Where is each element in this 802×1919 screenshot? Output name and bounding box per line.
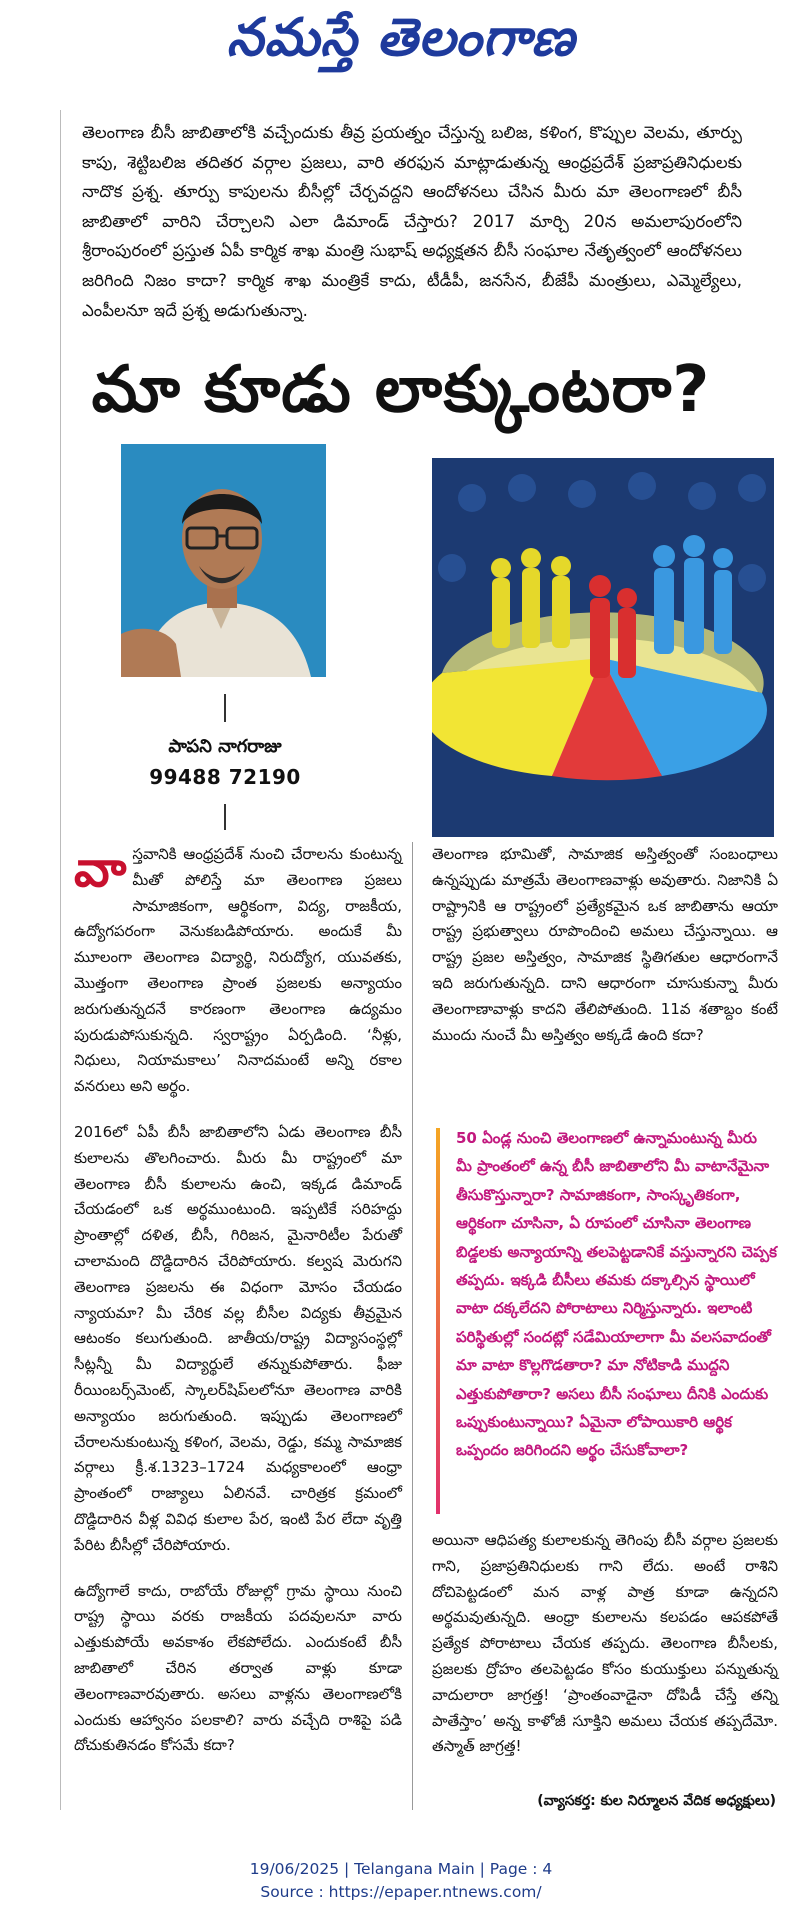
byline-author-name: పాపని నాగరాజు — [168, 736, 282, 757]
byline-divider-top — [224, 694, 226, 722]
right-paragraph-1: తెలంగాణ భూమితో, సామాజిక అస్తిత్వంతో సంబంధాలు ఉన్నప్పుడు మాత్రమే తెలంగాణవాళ్లు అవుతారు. నిజానికి ఏ రాష్ట్రానికి ఆ రాష్ట్రంలో ప్రత్యేకమైన ఒక జాబితాను ఆయా రాష్ట్ర ప్రభుత్వాలు రూపొందించి అమలు చేస్తున్నాయి. ఆ రాష్ట్ర ప్రజల అస్తిత్వం, సామాజిక స్థితిగతుల ఆధారంగానే ఇది జరుగుతున్నది. దాని ఆధారంగా చూసుకున్నా మీరు తెలంగాణావాళ్లు కాదని తేలిపోతుంది. 11వ శతాబ్దం కంటే ముందు నుంచే మీ అస్తిత్వం అక్కడే ఉంది కదా? — [432, 845, 778, 1044]
byline-phone-number: 99488 72190 — [149, 765, 301, 789]
left-paragraph-3: ఉద్యోగాలే కాదు, రాబోయే రోజుల్లో గ్రామ స్థాయి నుంచి రాష్ట్ర స్థాయి వరకు రాజకీయ పదవులనూ వారు ఎత్తుకుపోయే అవకాశం లేకపోలేదు. ఎందుకంటే బీసీ జాబితాలో చేరిన తర్వాత వాళ్లు కూడా తెలంగాణవారవుతారు. అసలు వాళ్లను తెలంగాణలోకి ఎందుకు ఆహ్వానం పలకాలి? వారు వచ్చేది రాశిపై పడి దోచుకుతినడం కోసమే కదా? — [74, 1581, 402, 1755]
right-column-bottom — [432, 1528, 778, 1780]
illustration-pie-people — [432, 458, 774, 837]
left-margin-rule — [60, 110, 61, 1810]
masthead-logo: నమస్తే తెలంగాణ — [226, 7, 576, 68]
left-column — [74, 842, 402, 1779]
column-divider — [412, 842, 413, 1810]
left-paragraph-1-text: స్తవానికి ఆంధ్రప్రదేశ్ నుంచి చేరాలను కుంటున్న మీతో పోలిస్తే మా తెలంగాణ ప్రజలు సామాజికంగా, ఆర్థికంగా, విద్య, రాజకీయ, ఉద్యోగపరంగా వెనుకబడిపోయారు. అందుకే మీ మూలంగా తెలంగాణ విద్యార్థి, నిరుద్యోగ, యువతకు, మొత్తంగా తెలంగాణ ప్రాంత ప్రజలకు అన్యాయం జరుగుతున్నదనే కారణంగా తెలంగాణ ఉద్యమం పురుడుపోసుకున్నది. స్వరాష్ట్రం ఏర్పడింది. ‘నీళ్లు, నిధులు, నియామకాలు’ నినాదమంటే అన్ని రకాల వనరులు అని అర్థం. — [74, 845, 402, 1096]
right-column-top — [432, 842, 778, 1068]
drop-cap: వా — [74, 840, 127, 898]
author-designation: (వ్యాసకర్త: కుల నిర్మూలన వేదిక అధ్యక్షులు) — [537, 1793, 776, 1809]
intro-paragraph: తెలంగాణ బీసీ జాబితాలోకి వచ్చేందుకు తీవ్ర ప్రయత్నం చేస్తున్న బలిజ, కళింగ, కొప్పుల వెలమ, తూర్పు కాపు, శెట్టిబలిజ తదితర వర్గాల ప్రజలు, వారి తరఫున మాట్లాడుతున్న ఆంధ్రప్రదేశ్ ప్రజాప్రతినిధులకు నాదొక ప్రశ్న. తూర్పు కాపులను బీసీల్లో చేర్చవద్దని ఆందోళనలు చేసిన మీరు మా తెలంగాణలో బీసీ జాబితాలో వారిని చేర్చాలని ఎలా డిమాండ్ చేస్తారు? 2017 మార్చి 20న అమలాపురంలోని శ్రీరాంపురంలో ప్రస్తుత ఏపీ కార్మిక శాఖ మంత్రి సుభాష్ అధ్యక్షతన బీసీ సంఘాల నేతృత్వంలో ఆందోళనలు జరిగింది నిజం కాదా? కార్మిక శాఖ మంత్రికే కాదు, టీడీపీ, జనసేన, బీజేపీ మంత్రులు, ఎమ్మెల్యేలు, ఎంపీలనూ ఇదే ప్రశ్న అడుగుతున్నా. — [82, 123, 742, 320]
footer-source-link[interactable]: Source : https://epaper.ntnews.com/ — [260, 1883, 542, 1901]
pull-quote: 50 ఏండ్ల నుంచి తెలంగాణలో ఉన్నామంటున్న మీరు మీ ప్రాంతంలో ఉన్న బీసీ జాబితాలోని మీ వాటానేమైనా తీసుకొస్తున్నారా? సామాజికంగా, సాంస్కృతికంగా, ఆర్థికంగా చూసినా, ఏ రూపంలో చూసినా తెలంగాణ బిడ్డలకు అన్యాయాన్ని తలపెట్టడానికే వస్తున్నారని చెప్పక తప్పదు. ఇక్కడి బీసీలు తమకు దక్కాల్సిన స్థాయిలో వాటా దక్కలేదని పోరాటాలు నిర్మిస్తున్నారు. ఇలాంటి పరిస్థితుల్లో సందట్లో సడేమియాలాగా మీ వలసవాదంతో మా వాటా కొల్లగొడతారా? మా నోటికాడి ముద్దని ఎత్తుకుపోతారా? అసలు బీసీ సంఘాలు దీనికి ఎందుకు ఒప్పుకుంటున్నాయి? ఏమైనా లోపాయికారి ఆర్థిక ఒప్పందం జరిగిందని అర్థం చేసుకోవాలా? — [456, 1129, 777, 1460]
article-headline: మా కూడు లాక్కుంటరా? — [91, 353, 711, 427]
right-paragraph-2: అయినా ఆధిపత్య కులాలకున్న తెగింపు బీసీ వర్గాల ప్రజలకు గాని, ప్రజాప్రతినిధులకు గాని లేదు. అంటే రాశిని దోచిపెట్టడంలో మన వాళ్ల పాత్ర కూడా ఉన్నదని అర్థమవుతున్నది. ఆంధ్రా కులాలను కలపడం ఆపకపోతే ప్రత్యేక పోరాటాలు చేయక తప్పదు. తెలంగాణ బీసీలకు, ప్రజలకు ద్రోహం తలపెట్టడం కోసం కుయుక్తులు పన్నుతున్న వాదులారా జాగ్రత్త! ‘ప్రాంతంవాడైనా దోపిడీ చేస్తే తన్ని పాతేస్తాం’ అన్న కాళోజీ సూక్తిని అమలు చేయక తప్పదేమో. తస్మాత్ జాగ్రత్త! — [432, 1531, 778, 1756]
byline-divider-bottom — [224, 804, 226, 830]
author-photo — [121, 444, 326, 677]
footer-date-page: 19/06/2025 | Telangana Main | Page : 4 — [249, 1860, 553, 1878]
pull-quote-accent-bar — [436, 1128, 440, 1514]
left-paragraph-1 — [74, 842, 402, 1100]
left-paragraph-2: 2016లో ఏపీ బీసీ జాబితాలోని ఏడు తెలంగాణ బీసీ కులాలను తొలగించారు. మీరు మీ రాష్ట్రంలో మా తెలంగాణ బీసీ కులాలను ఉంచి, ఇక్కడ డిమాండ్ చేయడంలో ఒక అర్థముంటుంది. ఇప్పటికే సరిహద్దు ప్రాంతాల్లో దళిత, బీసీ, గిరిజన, మైనారిటీల పేరుతో చాలామంది దొడ్డిదారిన చేరిపోయారు. కల్వష మెరుగని తెలంగాణ ప్రజలను ఈ విధంగా మోసం చేయడం న్యాయమా? మీ చేరిక వల్ల బీసీల విద్యకు తీవ్రమైన ఆటంకం కలుగుతుంది. జాతీయ/రాష్ట్ర విద్యాసంస్థల్లో సీట్లన్నీ మీ విద్యార్థులే తన్నుకుపోతారు. ఫీజు రీయింబర్స్‌మెంట్, స్కాలర్‌షిప్‌లలోనూ తెలంగాణ వారికి అన్యాయం జరుగుతుంది. ఇప్పుడు తెలంగాణలో చేరాలనుకుంటున్న కళింగ, వెలమ, రెడ్డు, కమ్మ సామాజిక వర్గాలు క్రీ.శ.1323–1724 మధ్యకాలంలో ఆంధ్రా ప్రాంతంలో రాజ్యాలు ఏలినవే. చారిత్రక క్రమంలో దొడ్డిదారిన వీళ్ల వివిధ కులాల పేర, ఇంటి పేర లేదా వృత్తి పేరిట బీసీల్లో చేరిపోయారు. — [74, 1122, 402, 1554]
